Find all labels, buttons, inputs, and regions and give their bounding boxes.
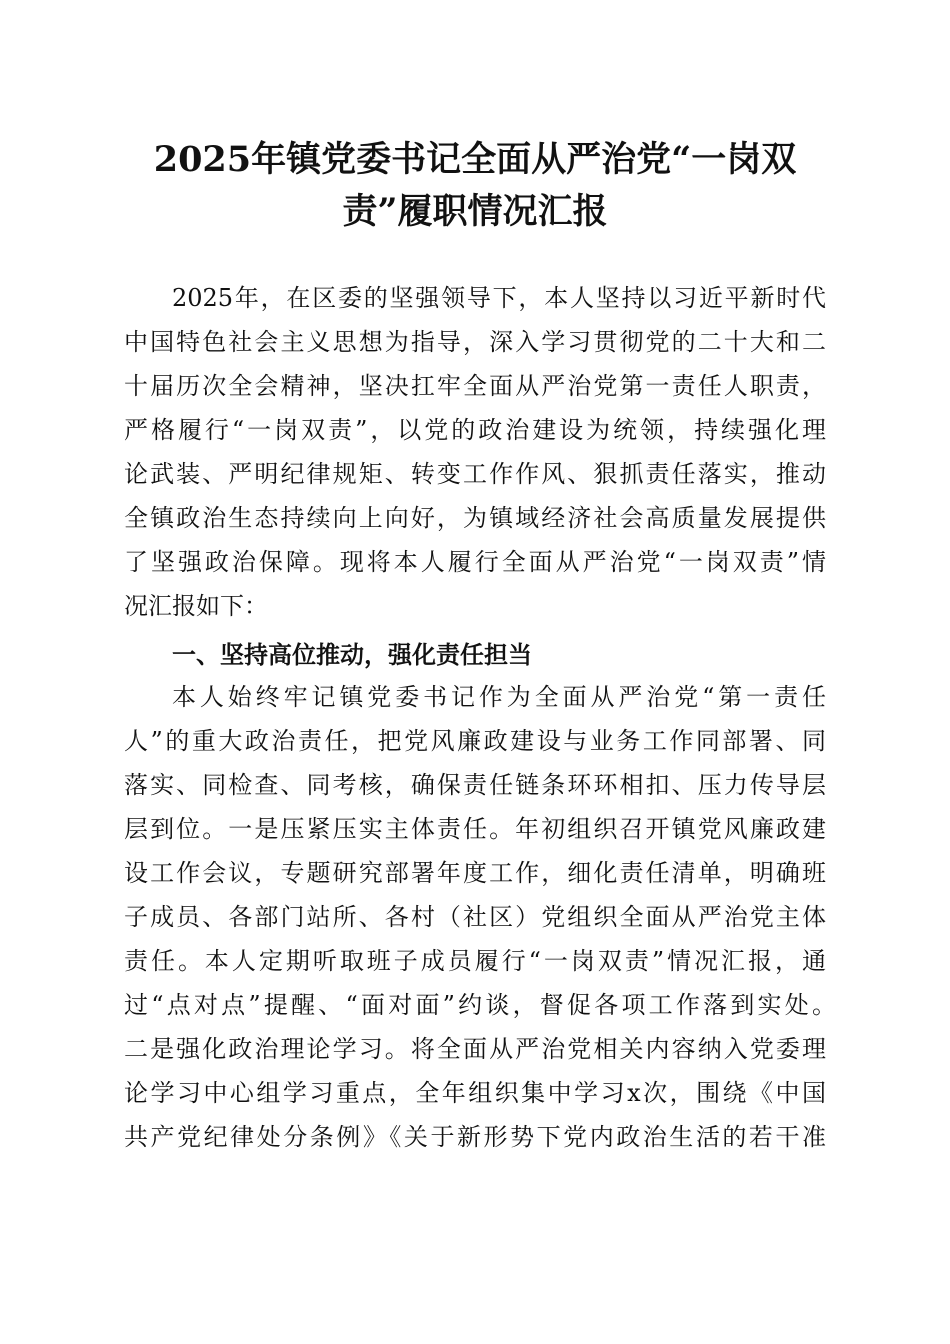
paragraph-2-line: 本人始终牢记镇党委书记作为全面从严治党“第一责任 [172, 683, 826, 711]
paragraph-2-line: 人”的重大政治责任，把党风廉政建设与业务工作同部署、同 [124, 727, 826, 755]
paragraph-1-line: 论武装、严明纪律规矩、转变工作作风、狠抓责任落实，推动 [124, 460, 826, 488]
paragraph-1-line: 2025年，在区委的坚强领导下，本人坚持以习近平新时代 [172, 284, 826, 312]
paragraph-1-line: 况汇报如下： [124, 592, 268, 620]
paragraph-2-line: 共产党纪律处分条例》《关于新形势下党内政治生活的若干准 [124, 1123, 826, 1151]
section-1-heading: 一、坚持高位推动，强化责任担当 [172, 641, 532, 669]
paragraph-1-line: 严格履行“一岗双责”，以党的政治建设为统领，持续强化理 [124, 416, 826, 444]
paragraph-2-line: 子成员、各部门站所、各村（社区）党组织全面从严治党主体 [124, 903, 826, 931]
paragraph-2-line: 二是强化政治理论学习。将全面从严治党相关内容纳入党委理 [124, 1035, 826, 1063]
paragraph-2-line: 论学习中心组学习重点，全年组织集中学习x次，围绕《中国 [124, 1079, 826, 1107]
paragraph-1-line: 中国特色社会主义思想为指导，深入学习贯彻党的二十大和二 [124, 328, 826, 356]
paragraph-2-line: 设工作会议，专题研究部署年度工作，细化责任清单，明确班 [124, 859, 826, 887]
paragraph-1-line: 全镇政治生态持续向上向好，为镇域经济社会高质量发展提供 [124, 504, 826, 532]
paragraph-2-line: 责任。本人定期听取班子成员履行“一岗双责”情况汇报，通 [124, 947, 826, 975]
paragraph-2-line: 过“点对点”提醒、“面对面”约谈，督促各项工作落到实处。 [124, 991, 836, 1019]
paragraph-1-line: 十届历次全会精神，坚决扛牢全面从严治党第一责任人职责， [124, 372, 826, 400]
paragraph-1-line: 了坚强政治保障。现将本人履行全面从严治党“一岗双责”情 [124, 548, 826, 576]
paragraph-2-line: 落实、同检查、同考核，确保责任链条环环相扣、压力传导层 [124, 771, 826, 799]
paragraph-2-line: 层到位。一是压紧压实主体责任。年初组织召开镇党风廉政建 [124, 815, 826, 843]
document-title-line-2: 责”履职情况汇报 [342, 191, 608, 232]
document-title-line-1: 2025年镇党委书记全面从严治党“一岗双 [153, 139, 797, 180]
